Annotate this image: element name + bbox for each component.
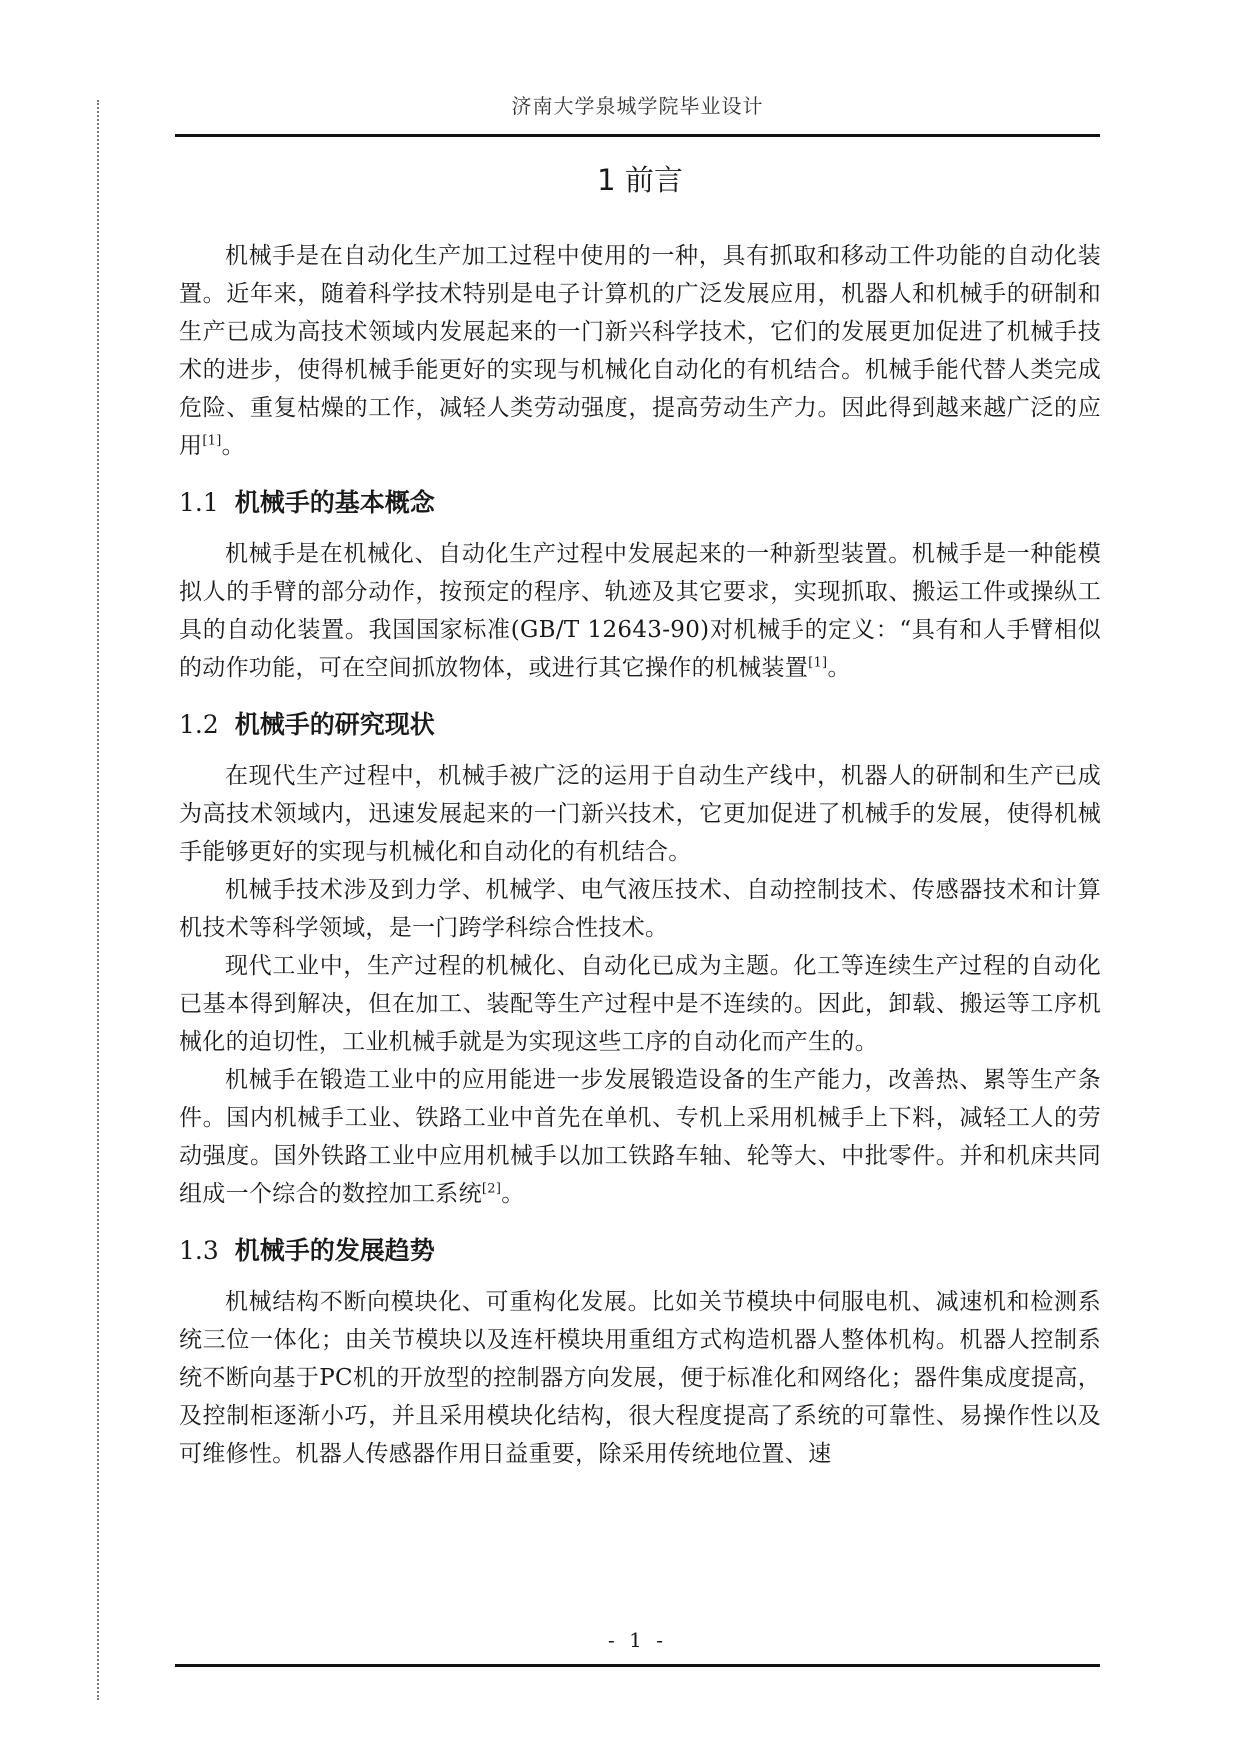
section-paragraph [179,1061,1101,1213]
binding-margin-line [97,100,99,1700]
paragraph-tail: 。 [221,433,245,459]
section-number: 1.3 [179,1236,219,1265]
section-heading-1-3 [179,1231,1101,1271]
page-body [179,160,1101,1473]
paragraph-text: 在现代生产过程中，机械手被广泛的运用于自动生产线中，机器人的研制和生产已成为高技术领域内，迅速发展起来的一门新兴技术，它更加促进了机械手的发展，使得机械手能够更好的实现与机械化和自动化的有机结合。 [179,763,1101,865]
section-heading-1-2 [179,705,1101,745]
page-number: - 1 - [608,1628,667,1652]
section-paragraph [179,535,1101,687]
paragraph-text: 机械手是在自动化生产加工过程中使用的一种，具有抓取和移动工件功能的自动化装置。近年来，随着科学技术特别是电子计算机的广泛发展应用，机器人和机械手的研制和生产已成为高技术领域内发展起来的一门新兴科学技术，它们的发展更加促进了机械手技术的进步，使得机械手能更好的实现与机械化自动化的有机结合。机械手能代替人类完成危险、重复枯燥的工作，减轻人类劳动强度，提高劳动生产力。因此得到越来越广泛的应用 [179,243,1101,459]
section-title: 机械手的发展趋势 [234,1236,435,1265]
section-number: 1.2 [179,710,219,739]
citation-ref: [1] [202,433,222,449]
section-heading-1-1 [179,483,1101,523]
section-paragraph [179,1283,1101,1473]
section-number: 1.1 [179,488,219,517]
intro-paragraph [179,237,1101,465]
paragraph-text: 机械手在锻造工业中的应用能进一步发展锻造设备的生产能力，改善热、累等生产条件。国内机械手工业、铁路工业中首先在单机、专机上采用机械手上下料，减轻工人的劳动强度。国外铁路工业中应用机械手以加工铁路车轴、轮等大、中批零件。并和机床共同组成一个综合的数控加工系统 [179,1067,1101,1207]
chapter-title: 1 前言 [597,163,683,197]
section-paragraph [179,947,1101,1061]
paragraph-text: 机械手技术涉及到力学、机械学、电气液压技术、自动控制技术、传感器技术和计算机技术等科学领域，是一门跨学科综合性技术。 [179,877,1101,941]
paragraph-text: 现代工业中，生产过程的机械化、自动化已成为主题。化工等连续生产过程的自动化已基本得到解决，但在加工、装配等生产过程中是不连续的。因此，卸载、搬运等工序机械化的迫切性，工业机械手就是为实现这些工序的自动化而产生的。 [179,953,1101,1055]
section-paragraph [179,757,1101,871]
citation-ref: [2] [481,1181,502,1197]
section-paragraph [179,871,1101,947]
paragraph-tail: 。 [827,655,851,681]
section-title: 机械手的基本概念 [234,488,435,517]
paragraph-tail: 。 [501,1181,525,1207]
page-header: 济南大学泉城学院毕业设计 [511,94,764,118]
section-title: 机械手的研究现状 [234,710,435,739]
paragraph-text: 机械结构不断向模块化、可重构化发展。比如关节模块中伺服电机、减速机和检测系统三位一体化；由关节模块以及连杆模块用重组方式构造机器人整体机构。机器人控制系统不断向基于PC机的开放型的控制器方向发展，便于标准化和网络化；器件集成度提高，及控制柜逐渐小巧，并且采用模块化结构，很大程度提高了系统的可靠性、易操作性以及可维修性。机器人传感器作用日益重要，除采用传统地位置、速 [179,1289,1101,1467]
footer-rule [175,1664,1100,1667]
paragraph-text: 机械手是在机械化、自动化生产过程中发展起来的一种新型装置。机械手是一种能模拟人的手臂的部分动作，按预定的程序、轨迹及其它要求，实现抓取、搬运工件或操纵工具的自动化装置。我国国家标准(GB/T 12643-90)对机械手的定义：“具有和人手臂相似的动作功能，可在空间抓放物体，或进行其它操作的机械装置 [179,541,1101,681]
header-rule [175,134,1100,137]
citation-ref: [1] [808,655,828,671]
